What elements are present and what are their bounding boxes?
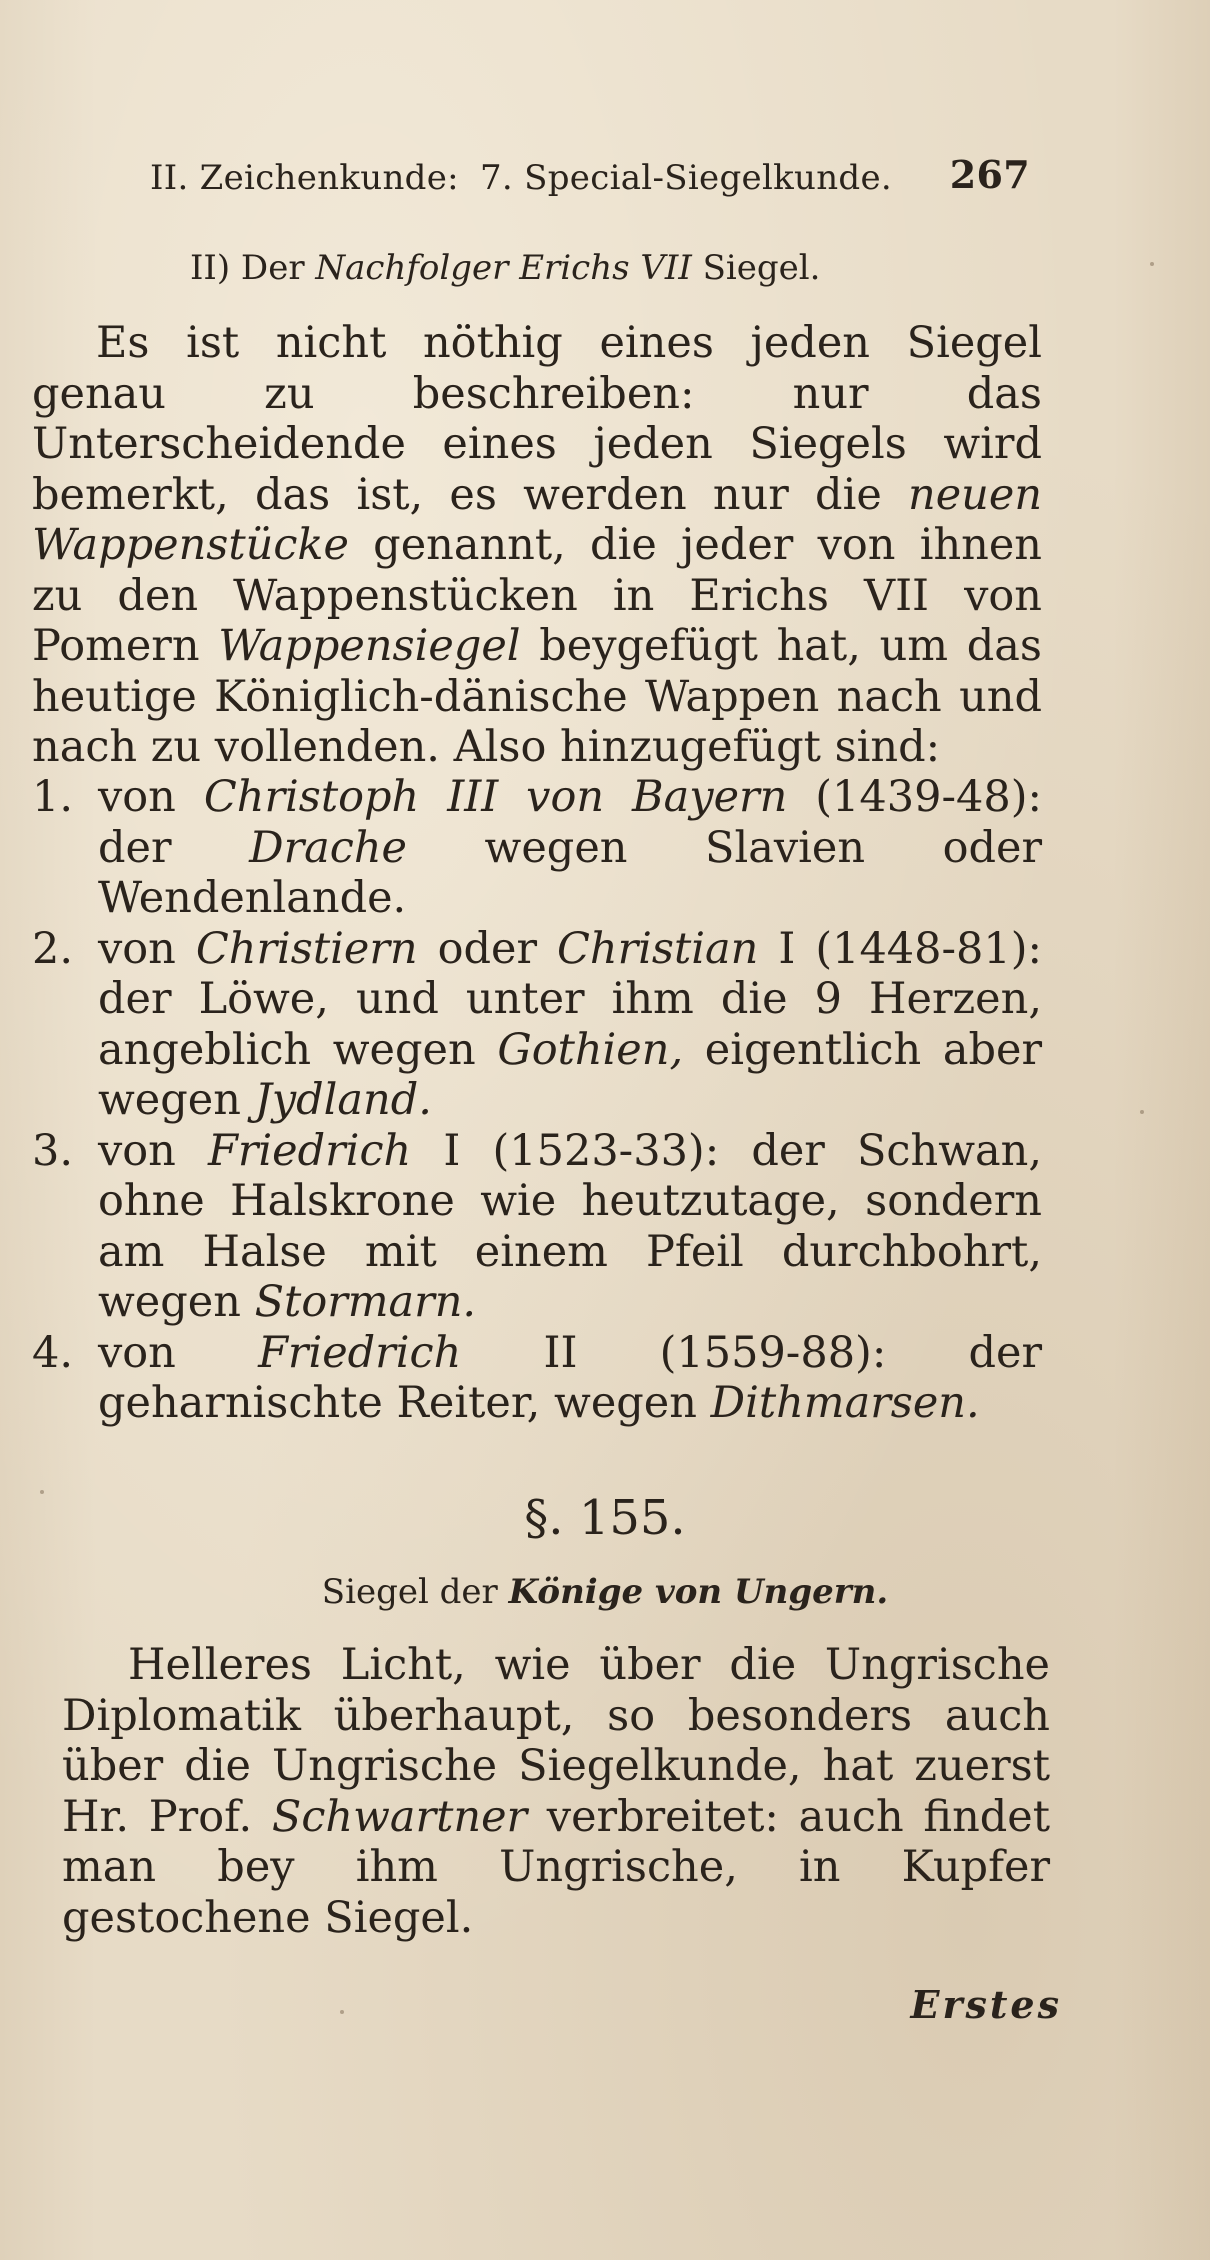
italic-run: Friedrich [208, 1125, 412, 1176]
additions-list [32, 772, 1042, 1429]
catchword: Erstes [910, 1982, 1062, 2027]
paper-speck [1140, 1110, 1144, 1114]
list-text [98, 1126, 1042, 1328]
paragraph-text: genannt, die jeder von ihnen zu den Wappenstücken in Erichs VII von Pomern [32, 520, 1042, 671]
list-text [98, 1328, 1042, 1429]
italic-run: Christoph III von Bayern [203, 772, 788, 822]
italic-run: Christiern [195, 923, 418, 974]
paragraph-hungary [62, 1640, 1050, 1943]
text-run: oder [437, 923, 537, 974]
list-number: 1. [32, 772, 74, 822]
page-number: 267 [949, 152, 1030, 197]
italic-run: Gothien, [497, 1024, 684, 1075]
paper-speck [1150, 262, 1154, 266]
paragraph-italic: Wappensiegel [218, 621, 521, 671]
section-title-italic: Könige von Ungern. [508, 1572, 889, 1612]
list-number: 4. [32, 1327, 74, 1378]
italic-run: Stormarn. [254, 1277, 477, 1327]
header-section: 7. Special-Siegelkunde. [480, 158, 893, 198]
paper-speck [40, 1490, 44, 1494]
section-title-prefix: Siegel der [321, 1572, 498, 1612]
subheading-prefix: II) Der [190, 248, 305, 288]
text-run: (1439-48): der [98, 772, 1042, 873]
list-text [98, 772, 1042, 924]
paragraph-intro [32, 318, 1042, 773]
list-item [32, 772, 1042, 924]
text-run: von [98, 772, 176, 822]
text-run: von [98, 923, 176, 974]
paragraph-text: Es ist nicht nöthig eines jeden Siegel genau zu beschreiben: nur das Unterscheidende eines jeden Siegels wird bemerkt, das ist, es werden nur die [32, 318, 1042, 520]
paragraph-italic: Schwartner [271, 1791, 528, 1842]
paragraph-text: beygefügt hat, um das heutige Königlich-dänische Wappen nach und nach zu vollenden. Also hinzugefügt sind: [32, 621, 1042, 772]
header-chapter: II. Zeichenkunde: [150, 158, 459, 198]
italic-run: Christian [557, 923, 759, 974]
list-item [32, 1126, 1042, 1328]
subheading-italic: Nachfolger Erichs VII [315, 248, 692, 288]
paper-speck [340, 2010, 344, 2014]
subheading-suffix: Siegel. [702, 248, 821, 288]
list-item [32, 924, 1042, 1126]
text-run: II (1559-88): der geharnischte Reiter, wegen [98, 1327, 1043, 1428]
paragraph-text: verbreitet: auch findet man bey ihm Ungrische, in Kupfer gestochene Siegel. [62, 1791, 1051, 1943]
subheading [190, 248, 820, 288]
section-title [0, 1572, 1210, 1612]
italic-run: Dithmarsen. [710, 1378, 980, 1428]
list-item [32, 1328, 1042, 1429]
text-run: wegen Slavien oder Wendenlande. [98, 822, 1043, 923]
list-text [98, 924, 1042, 1126]
italic-run: Jydland. [254, 1075, 432, 1125]
paragraph-italic: neuen Wappenstücke [32, 469, 1043, 570]
list-number: 3. [32, 1125, 74, 1176]
text-run: I (1523-33): der Schwan, ohne Halskrone wie heutzutage, sondern am Halse mit einem Pfeil durchbohrt, wegen [98, 1125, 1043, 1327]
list-number: 2. [32, 923, 74, 974]
paragraph-text: Helleres Licht, wie über die Ungrische Diplomatik überhaupt, so besonders auch über die Ungrische Siegelkunde, hat zuerst Hr. Prof. [62, 1640, 1050, 1842]
italic-run: Friedrich [258, 1327, 462, 1378]
text-run: I (1448-81): der Löwe, und unter ihm die 9 Herzen, angeblich wegen [98, 923, 1043, 1075]
text-run: eigentlich aber wegen [98, 1024, 1043, 1125]
section-number: §. 155. [524, 1490, 686, 1546]
text-run: von [98, 1327, 176, 1378]
text-run: von [98, 1125, 176, 1176]
italic-run: Drache [249, 822, 407, 873]
